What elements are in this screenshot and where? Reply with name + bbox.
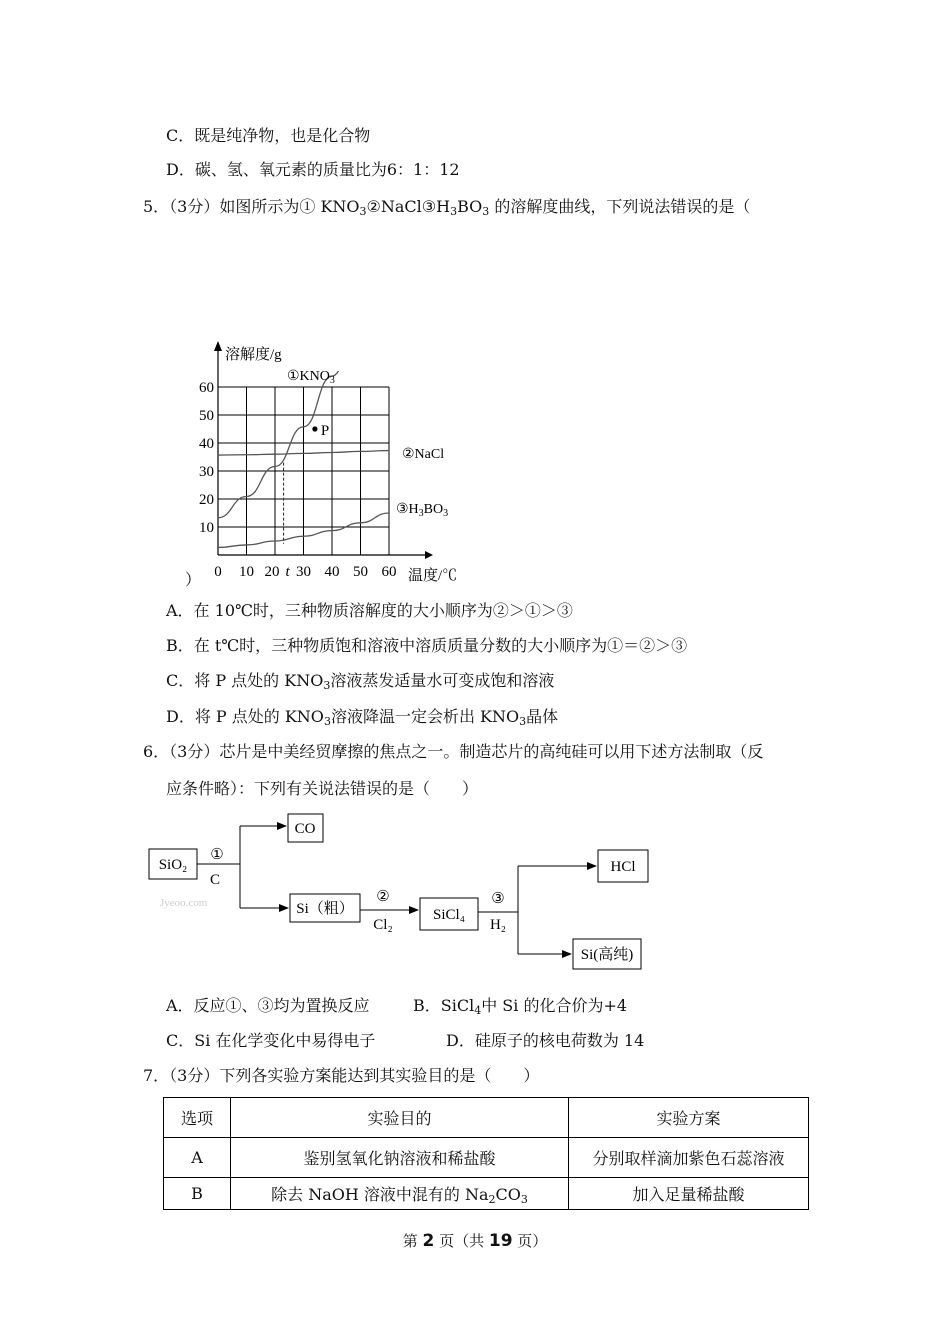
chart-xlabel: 温度/℃ — [408, 568, 458, 584]
q5-option-d: D．将 P 点处的 $KNO_3$溶液降温一定会析出 $KNO_3$晶体 — [166, 707, 559, 728]
q6-stem-line2: 应条件略）：下列有关说法错误的是（ ） — [166, 779, 479, 798]
label-sicl4: SiCl₄ — [433, 907, 465, 923]
table-row — [164, 1178, 809, 1210]
x-tick-label: 20 — [264, 564, 280, 580]
q6-option-b: B．SiCl$_4$中 Si 的化合价为+4 — [413, 996, 628, 1017]
reagent-h2: H₂ — [489, 917, 507, 933]
row-a-plan: 分别取样滴加紫色石蕊溶液 — [569, 1138, 809, 1178]
q6-stem-line1: 6．（3分）芯片是中美经贸摩擦的焦点之一。制造芯片的高纯硅可以用下述方法制取（反 — [143, 742, 764, 761]
page-number: 2 — [422, 1231, 435, 1251]
label-sio2: SiO₂ — [158, 857, 188, 873]
y-tick-label: 30 — [199, 464, 214, 480]
header-goal: 实验目的 — [231, 1098, 569, 1138]
y-tick-label: 60 — [199, 380, 214, 396]
x-tick-label: 0 — [214, 564, 222, 580]
y-tick-label: 40 — [199, 436, 214, 452]
y-tick-label: 20 — [199, 492, 214, 508]
header-plan: 实验方案 — [569, 1098, 809, 1138]
y-axis-arrow — [214, 341, 222, 351]
solubility-chart — [185, 335, 475, 585]
row-b-plan: 加入足量稀盐酸 — [569, 1178, 809, 1210]
y-tick-label: 10 — [199, 520, 214, 536]
point-p — [312, 426, 317, 431]
label-co: CO — [294, 821, 316, 837]
step1-label: ① — [210, 847, 224, 863]
step3-label: ③ — [491, 891, 505, 907]
q6-option-a: A．反应①、③均为置换反应 — [166, 996, 370, 1015]
watermark: Jyeoo.com — [160, 897, 208, 909]
header-option: 选项 — [164, 1098, 231, 1138]
q4-option-c: C．既是纯净物，也是化合物 — [166, 126, 371, 145]
x-tick-label: 30 — [296, 564, 311, 580]
table-row — [164, 1138, 809, 1178]
q6-option-d: D．硅原子的核电荷数为 14 — [446, 1031, 645, 1050]
x-tick-label: 40 — [324, 564, 340, 580]
row-b-goal: 除去 NaOH 溶液中混有的 $Na_2CO_3$ — [231, 1178, 569, 1210]
q6-option-c: C．Si 在化学变化中易得电子 — [166, 1031, 376, 1050]
table-header-row — [164, 1098, 809, 1138]
x-axis-arrow — [425, 551, 433, 559]
nacl-label: ②NaCl — [402, 447, 445, 462]
q5-close-paren: ） — [185, 570, 202, 589]
q5-option-c: C．将 P 点处的 $KNO_3$溶液蒸发适量水可变成饱和溶液 — [166, 671, 555, 692]
x-tick-label: 50 — [353, 564, 368, 580]
label-hcl: HCl — [610, 859, 636, 875]
step2-label: ② — [376, 889, 390, 905]
point-p-label: P — [320, 423, 330, 439]
x-tick-label: t — [285, 564, 290, 580]
kno3-label: $①KNO_3$ — [287, 369, 335, 386]
silicon-flow-diagram — [140, 812, 670, 974]
h3bo3-label: $③H_3BO_3$ — [396, 502, 449, 519]
row-a-goal: 鉴别氢氧化钠溶液和稀盐酸 — [231, 1138, 569, 1178]
x-tick-label: 10 — [239, 564, 254, 580]
q7-table — [163, 1097, 809, 1210]
q5-stem: 5．（3分）如图所示为① $KNO_3②NaCl③H_3BO_3$ 的溶解度曲线，下列说法错误的是（ — [143, 197, 751, 218]
label-si-crude: Si（粗） — [296, 901, 354, 917]
y-tick-label: 50 — [199, 408, 214, 424]
q5-option-a: A．在 10℃时，三种物质溶解度的大小顺序为②＞①＞③ — [166, 601, 573, 620]
chart-grid — [218, 387, 389, 555]
row-a-option: A — [164, 1138, 231, 1178]
page-footer: 第 2 页（共 19 页） — [402, 1231, 548, 1251]
label-si-pure: Si(高纯) — [580, 947, 634, 963]
q5-option-b: B．在 t℃时，三种物质饱和溶液中溶质质量分数的大小顺序为①＝②＞③ — [166, 636, 688, 655]
reagent-c: C — [209, 872, 221, 888]
q4-option-d: D．碳、氢、氧元素的质量比为6：1：12 — [166, 160, 460, 179]
q7-stem: 7．（3分）下列各实验方案能达到其实验目的是（ ） — [143, 1066, 540, 1085]
row-b-option: B — [164, 1178, 231, 1210]
reagent-cl2: Cl₂ — [373, 917, 393, 933]
chart-ylabel: 溶解度/g — [225, 347, 282, 363]
x-tick-label: 60 — [381, 564, 397, 580]
page-total: 19 — [488, 1231, 513, 1251]
